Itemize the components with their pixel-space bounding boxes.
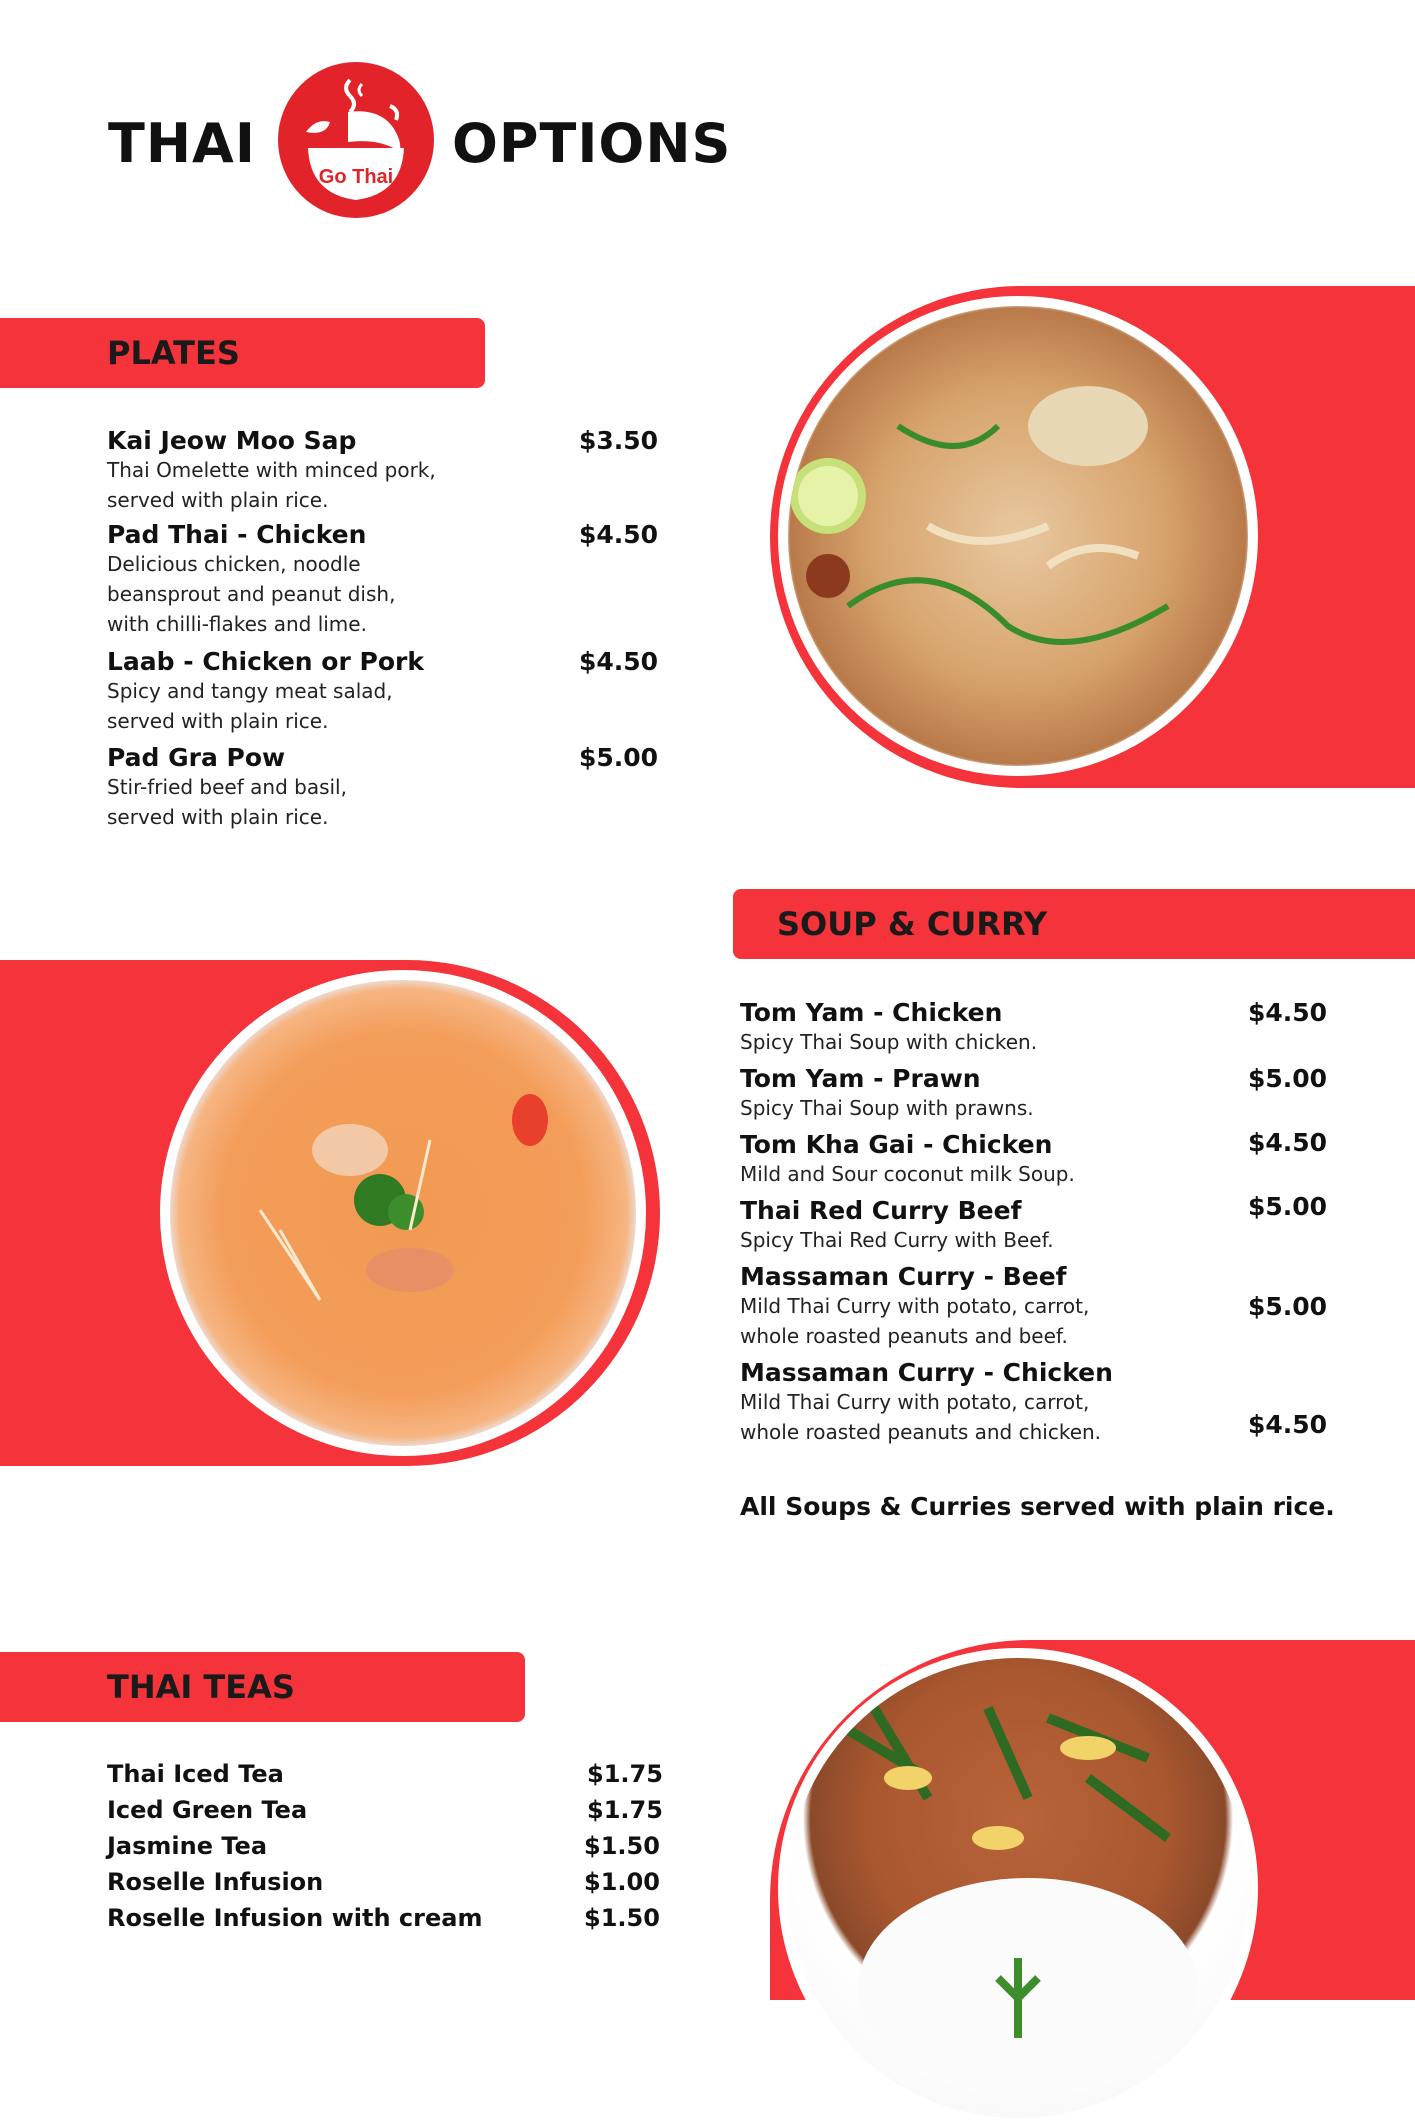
pad-thai-illustration — [788, 306, 1248, 766]
tea-row — [107, 1868, 667, 1904]
item-desc: Mild Thai Curry with potato, carrot, — [740, 1294, 1090, 1318]
soup-label: SOUP & CURRY — [777, 905, 1048, 943]
item-desc: whole roasted peanuts and chicken. — [740, 1420, 1102, 1444]
item-desc: beansprout and peanut dish, — [107, 582, 396, 606]
menu-item — [107, 520, 667, 647]
plates-list — [107, 426, 667, 839]
menu-item — [107, 743, 667, 839]
menu-item — [740, 998, 1340, 1064]
title-word-left: THAI — [108, 112, 256, 175]
title-word-right: OPTIONS — [452, 112, 732, 175]
item-price: $5.00 — [1248, 1192, 1328, 1221]
item-name: Massaman Curry - Beef — [740, 1262, 1067, 1291]
pad-thai-photo — [778, 296, 1258, 776]
item-name: Thai Red Curry Beef — [740, 1196, 1022, 1225]
tea-row — [107, 1832, 667, 1868]
tea-row — [107, 1796, 667, 1832]
soup-note: All Soups & Curries served with plain rice. — [740, 1492, 1335, 1521]
menu-item — [107, 647, 667, 743]
tea-price: $1.75 — [587, 1760, 663, 1788]
item-desc: Spicy and tangy meat salad, — [107, 679, 393, 703]
item-desc: whole roasted peanuts and beef. — [740, 1324, 1068, 1348]
go-thai-logo — [278, 62, 434, 218]
tea-name: Iced Green Tea — [107, 1796, 308, 1824]
item-desc: served with plain rice. — [107, 488, 329, 512]
item-name: Massaman Curry - Chicken — [740, 1358, 1113, 1387]
item-desc: served with plain rice. — [107, 805, 329, 829]
gra-pow-photo — [778, 1648, 1258, 2128]
item-name: Tom Yam - Chicken — [740, 998, 1003, 1027]
tea-name: Roselle Infusion — [107, 1868, 324, 1896]
item-name: Pad Gra Pow — [107, 743, 286, 772]
item-desc: Spicy Thai Soup with chicken. — [740, 1030, 1038, 1054]
item-price: $4.50 — [1248, 998, 1328, 1027]
item-name: Pad Thai - Chicken — [107, 520, 367, 549]
soup-banner — [733, 889, 1415, 959]
gra-pow-illustration — [788, 1658, 1248, 2118]
tom-yam-photo — [160, 970, 646, 1456]
item-name: Tom Yam - Prawn — [740, 1064, 981, 1093]
menu-item — [740, 1262, 1340, 1358]
item-name: Laab - Chicken or Pork — [107, 647, 424, 676]
tea-name: Roselle Infusion with cream — [107, 1904, 483, 1932]
item-desc: Thai Omelette with minced pork, — [107, 458, 436, 482]
item-desc: Mild Thai Curry with potato, carrot, — [740, 1390, 1090, 1414]
bowl-chilli-icon — [278, 62, 434, 218]
item-desc: Stir-fried beef and basil, — [107, 775, 347, 799]
tea-price: $1.75 — [587, 1796, 663, 1824]
item-price: $5.00 — [1248, 1292, 1328, 1321]
tea-row — [107, 1904, 667, 1940]
plates-banner — [0, 318, 485, 388]
menu-item — [107, 426, 667, 520]
item-price: $4.50 — [579, 647, 659, 676]
item-name: Tom Kha Gai - Chicken — [740, 1130, 1053, 1159]
item-desc: with chilli-flakes and lime. — [107, 612, 367, 636]
soup-list — [740, 998, 1340, 1454]
item-price: $5.00 — [1248, 1064, 1328, 1093]
menu-item — [740, 1192, 1340, 1262]
tea-name: Thai Iced Tea — [107, 1760, 284, 1788]
item-price: $4.50 — [1248, 1410, 1328, 1439]
item-price: $4.50 — [579, 520, 659, 549]
teas-banner — [0, 1652, 525, 1722]
tea-row — [107, 1760, 667, 1796]
menu-item — [740, 1064, 1340, 1130]
tea-price: $1.00 — [584, 1868, 660, 1896]
item-desc: Delicious chicken, noodle — [107, 552, 361, 576]
tea-price: $1.50 — [584, 1832, 660, 1860]
logo-text: Go Thai — [318, 166, 394, 188]
menu-item — [740, 1358, 1340, 1454]
menu-item — [740, 1130, 1340, 1196]
item-price: $5.00 — [579, 743, 659, 772]
teas-label: THAI TEAS — [107, 1668, 295, 1706]
item-desc: Spicy Thai Red Curry with Beef. — [740, 1228, 1054, 1252]
item-desc: Mild and Sour coconut milk Soup. — [740, 1162, 1075, 1186]
tom-yam-illustration — [170, 980, 636, 1446]
item-desc: Spicy Thai Soup with prawns. — [740, 1096, 1034, 1120]
tea-name: Jasmine Tea — [107, 1832, 268, 1860]
teas-list — [107, 1760, 667, 1940]
tea-price: $1.50 — [584, 1904, 660, 1932]
item-desc: served with plain rice. — [107, 709, 329, 733]
item-price: $4.50 — [1248, 1128, 1328, 1157]
item-name: Kai Jeow Moo Sap — [107, 426, 357, 455]
plates-label: PLATES — [107, 334, 240, 372]
item-price: $3.50 — [579, 426, 659, 455]
